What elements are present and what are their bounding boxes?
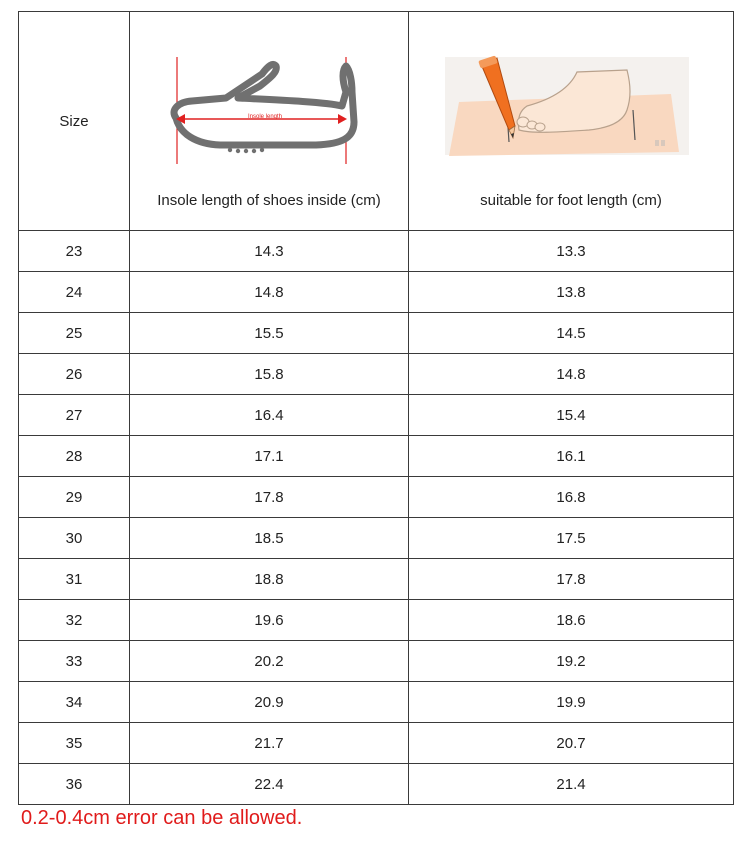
foot-header: suitable for foot length (cm) [480,192,662,209]
table-row [19,313,734,354]
insole-length-cell: 21.7 [130,723,409,764]
table-row [19,395,734,436]
table-row [19,559,734,600]
insole-length-cell: 17.8 [130,477,409,518]
foot-length-cell: 20.7 [409,723,734,764]
foot-length-cell: 16.1 [409,436,734,477]
insole-length-cell: 14.8 [130,272,409,313]
foot-measure-image [409,52,734,167]
table-row [19,600,734,641]
table-row [19,723,734,764]
foot-length-cell: 15.4 [409,395,734,436]
foot-length-cell: 14.8 [409,354,734,395]
foot-length-cell: 13.3 [409,231,734,272]
insole-length-cell: 20.9 [130,682,409,723]
size-cell: 25 [19,313,130,354]
insole-length-cell: 17.1 [130,436,409,477]
size-cell: 31 [19,559,130,600]
size-cell: 33 [19,641,130,682]
table-row [19,518,734,559]
table-row [19,272,734,313]
size-header: Size [59,112,89,130]
foot-header-cell [409,12,734,231]
foot-length-cell: 18.6 [409,600,734,641]
insole-header-cell [130,12,409,231]
foot-length-cell: 16.8 [409,477,734,518]
size-cell: 36 [19,764,130,805]
table-row [19,231,734,272]
insole-length-cell: 18.8 [130,559,409,600]
foot-length-cell: 17.8 [409,559,734,600]
table-row [19,764,734,805]
size-cell: 27 [19,395,130,436]
size-cell: 23 [19,231,130,272]
insole-diagram-label: Insole length [247,114,283,120]
error-tolerance-note: 0.2-0.4cm error can be allowed. [21,807,303,829]
size-cell: 24 [19,272,130,313]
table-row [19,641,734,682]
size-cell: 35 [19,723,130,764]
insole-length-cell: 18.5 [130,518,409,559]
sole-ridges [228,148,264,153]
insole-length-cell: 20.2 [130,641,409,682]
foot-length-cell: 13.8 [409,272,734,313]
table-row [19,477,734,518]
insole-length-cell: 16.4 [130,395,409,436]
foot-length-cell: 14.5 [409,313,734,354]
insole-length-cell: 14.3 [130,231,409,272]
size-chart-table [18,11,734,805]
size-cell: 29 [19,477,130,518]
foot-length-cell: 19.9 [409,682,734,723]
insole-length-cell: 19.6 [130,600,409,641]
table-row [19,436,734,477]
size-cell: 34 [19,682,130,723]
insole-header: Insole length of shoes inside (cm) [157,192,381,209]
table-row [19,682,734,723]
foot-length-cell: 21.4 [409,764,734,805]
insole-length-cell: 15.8 [130,354,409,395]
insole-diagram-image [130,52,409,167]
size-header-cell [19,12,130,231]
size-cell: 30 [19,518,130,559]
foot-length-cell: 19.2 [409,641,734,682]
size-cell: 28 [19,436,130,477]
size-cell: 32 [19,600,130,641]
table-row [19,354,734,395]
foot-length-cell: 17.5 [409,518,734,559]
shoe-outline [174,64,354,145]
table-header-row [19,12,734,231]
size-cell: 26 [19,354,130,395]
insole-length-cell: 15.5 [130,313,409,354]
insole-length-cell: 22.4 [130,764,409,805]
